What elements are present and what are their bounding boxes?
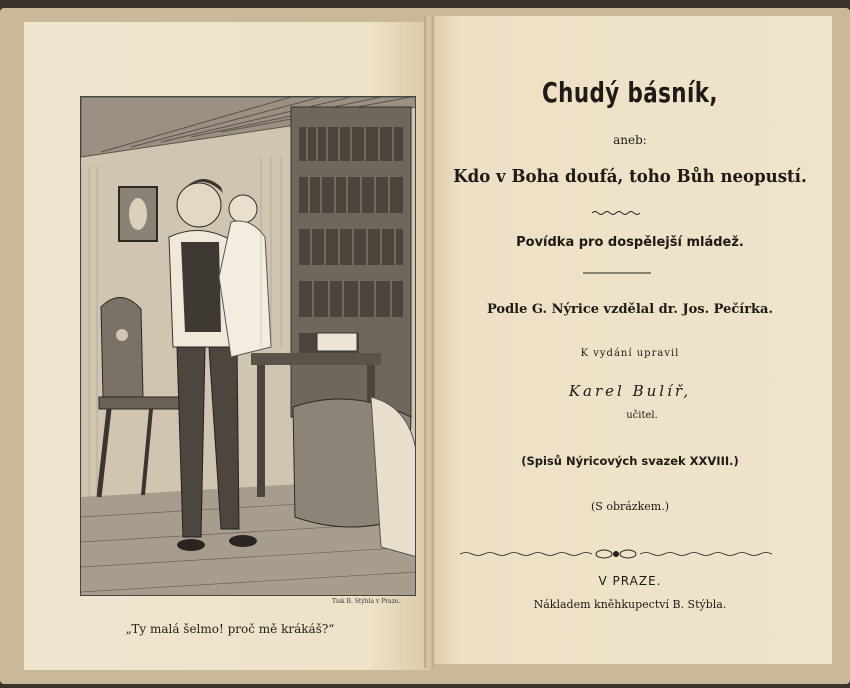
editor-role: učitel. xyxy=(626,410,658,421)
right-page xyxy=(428,16,832,664)
printer-credit: Tisk B. Stýbla v Praze. xyxy=(332,598,401,605)
author-line: Podle G. Nýrice vzdělal dr. Jos. Pečírka. xyxy=(486,302,774,317)
book-subtitle: Kdo v Boha doufá, toho Bůh neopustí. xyxy=(453,166,807,187)
decorative-divider-ornament-icon xyxy=(460,548,772,560)
frontispiece-illustration xyxy=(80,96,416,596)
frontispiece-caption: „Ty malá šelmo! proč mě krákáš?“ xyxy=(125,622,335,636)
publication-place: V PRAZE. xyxy=(598,574,662,588)
genre-line: Povídka pro dospělejší mládež. xyxy=(516,235,744,250)
editor-name: Karel Bulíř, xyxy=(568,382,692,400)
book-title: Chudý básník, xyxy=(542,76,718,109)
engraving-man-holding-child-icon xyxy=(81,97,416,596)
edited-by-line: K vydání upravil xyxy=(580,348,680,359)
title-conjunction: aneb: xyxy=(613,133,647,147)
publisher-line: Nákladem kněhkupectví B. Stýbla. xyxy=(533,598,727,611)
series-line: (Spisů Nýricových svazek XXVIII.) xyxy=(521,454,739,468)
illustrated-note: (S obrázkem.) xyxy=(591,500,669,513)
short-rule-ornament-icon xyxy=(583,271,651,275)
book-gutter xyxy=(424,16,434,668)
wavy-rule-ornament-icon xyxy=(592,210,640,216)
